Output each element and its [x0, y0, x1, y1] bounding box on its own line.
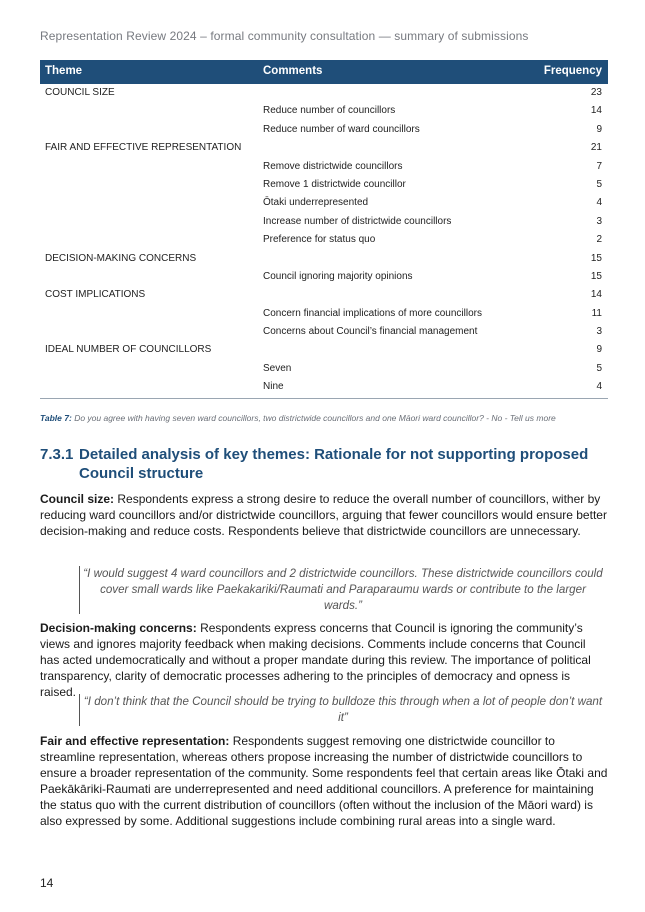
comment-cell: Reduce number of ward councillors [263, 123, 420, 135]
column-header-frequency: Frequency [543, 65, 602, 77]
comment-cell: Increase number of districtwide councillors [263, 215, 452, 227]
table-row [40, 176, 608, 194]
quote-text: “I don’t think that the Council should be trying to bulldoze this through when a lot of people don’t want it” [83, 695, 603, 724]
comment-cell: Remove 1 districtwide councillor [263, 178, 406, 190]
theme-cell: COUNCIL SIZE [45, 87, 115, 98]
comment-cell: Seven [263, 362, 292, 374]
frequency-cell: 4 [596, 381, 602, 393]
comment-cell: Concern financial implications of more councillors [263, 307, 482, 319]
paragraph-decision-making [40, 620, 608, 700]
comment-cell: Reduce number of councillors [263, 105, 396, 117]
table-header-row [40, 60, 608, 84]
table-row [40, 286, 608, 304]
paragraph-fair-effective [40, 733, 608, 829]
table-caption-label: Table 7: [40, 413, 72, 423]
quote-block-1 [79, 566, 606, 614]
paragraph-text: Respondents express a strong desire to reduce the overall number of councillors, wither by reducing ward councillors and/or districtwide councillors, arguing that fewer councillors would ensure better decision-making and reduce costs. Respondents believe that districtwide councillors are unnecessary. [40, 492, 607, 538]
frequency-table [40, 60, 608, 399]
table-row [40, 102, 608, 120]
table-row [40, 323, 608, 341]
column-header-theme: Theme [45, 65, 83, 77]
table-row [40, 158, 608, 176]
paragraph-label: Council size: [40, 492, 115, 506]
frequency-cell: 21 [590, 142, 602, 154]
frequency-cell: 2 [596, 234, 602, 246]
paragraph-label: Decision-making concerns: [40, 621, 197, 635]
running-header: Representation Review 2024 – formal community consultation — summary of submissions [40, 29, 529, 43]
frequency-cell: 9 [596, 123, 602, 135]
comment-cell: Nine [263, 381, 284, 393]
paragraph-label: Fair and effective representation: [40, 734, 230, 748]
frequency-cell: 7 [596, 160, 602, 172]
quote-text: “I would suggest 4 ward councillors and 2 districtwide councillors. These districtwide councillors could cover small wards like Paekakariki/Raumati and Paraparaumu wards or contribute to the larger wards.” [83, 567, 603, 612]
frequency-cell: 11 [591, 307, 602, 319]
comment-cell: Remove districtwide councillors [263, 160, 403, 172]
theme-cell: FAIR AND EFFECTIVE REPRESENTATION [45, 142, 242, 154]
comment-cell: Preference for status quo [263, 234, 376, 246]
table-row [40, 84, 608, 102]
comment-cell: Council ignoring majority opinions [263, 270, 413, 282]
section-title-line2: Council structure [79, 465, 204, 482]
table-row [40, 231, 608, 249]
frequency-cell: 3 [596, 215, 602, 227]
table-row [40, 305, 608, 323]
frequency-cell: 14 [590, 105, 602, 117]
theme-cell: IDEAL NUMBER OF COUNCILLORS [45, 344, 212, 356]
table-row [40, 213, 608, 231]
frequency-cell: 9 [596, 344, 602, 356]
section-heading [40, 445, 600, 483]
frequency-cell: 14 [590, 289, 602, 301]
comment-cell: Concerns about Council’s financial management [263, 326, 478, 338]
frequency-cell: 3 [596, 326, 602, 338]
frequency-cell: 15 [590, 252, 602, 264]
table-row [40, 360, 608, 378]
theme-cell: DECISION-MAKING CONCERNS [45, 252, 197, 264]
table-row [40, 378, 608, 399]
table-row [40, 139, 608, 157]
table-row [40, 194, 608, 212]
comment-cell: Ōtaki underrepresented [263, 197, 369, 209]
page-number: 14 [40, 876, 54, 890]
table-body [40, 84, 608, 399]
table-row [40, 341, 608, 359]
table-row [40, 268, 608, 286]
paragraph-text: Respondents express concerns that Council is ignoring the community’s views and ignores majority feedback when making decisions. Comments include concerns that Council has acted undemocratically and without a proper mandate during this review. The importance of political transparency, clarity of democratic processes adhering to the principles of democracy and opness is raised. [40, 621, 591, 699]
paragraph-text: Respondents suggest removing one districtwide councillor to streamline representation, whereas others propose increasing the number of districtwide councillors to ensure a broader representation of the community. Some respondents feel that certain areas like Ōtaki and Paekākāriki-Raumati are underrepresented and need additional councillors. A preference for maintaining the status quo with the current distribution of councillors (often without the inclusion of the Māori ward) is also expressed by some. Additional suggestions include combining rural areas into a single ward. [40, 734, 608, 828]
paragraph-council-size [40, 491, 608, 539]
table-row [40, 250, 608, 268]
table-row [40, 121, 608, 139]
quote-block-2 [79, 694, 606, 726]
frequency-cell: 4 [596, 197, 602, 209]
frequency-cell: 23 [590, 87, 602, 98]
section-title-line1: Detailed analysis of key themes: Rationale for not supporting proposed [79, 446, 589, 463]
table-caption [40, 413, 556, 423]
frequency-cell: 5 [596, 362, 602, 374]
theme-cell: COST IMPLICATIONS [45, 289, 146, 301]
column-header-comments: Comments [263, 65, 323, 77]
frequency-cell: 15 [590, 270, 602, 282]
frequency-cell: 5 [596, 178, 602, 190]
table-caption-text: Do you agree with having seven ward councillors, two districtwide councillors and one Māori ward councillor? - No - Tell us more [74, 413, 556, 423]
section-number: 7.3.1 [40, 446, 74, 463]
